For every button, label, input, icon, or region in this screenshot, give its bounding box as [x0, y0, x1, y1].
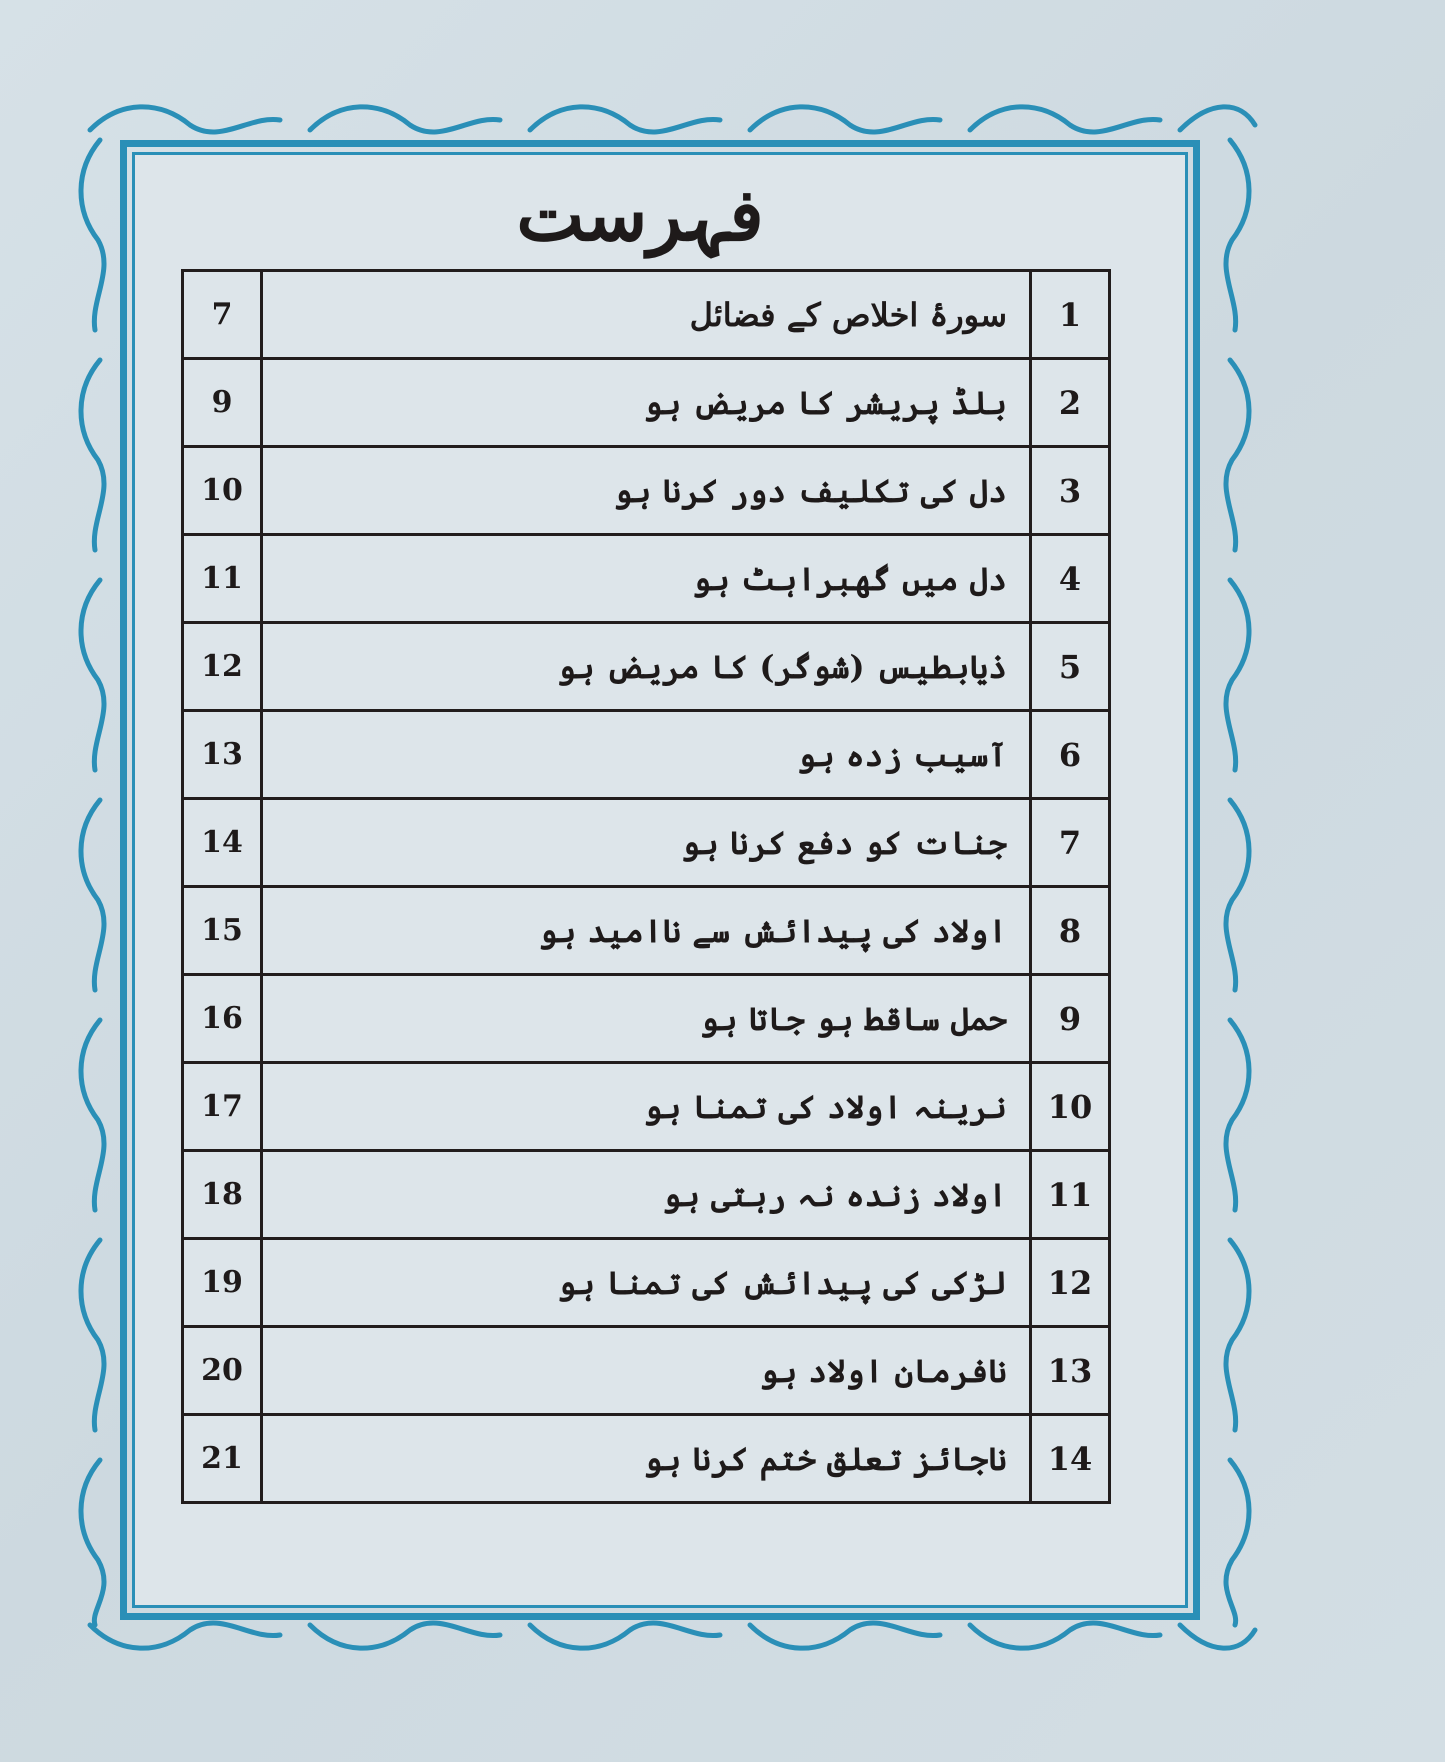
table-row [183, 1415, 1110, 1503]
entry-serial: 13 [1031, 1327, 1110, 1415]
entry-serial: 9 [1031, 975, 1110, 1063]
table-row [183, 1063, 1110, 1151]
page-number: 21 [183, 1415, 262, 1503]
entry-title: دل کی تکلیف دور کرنا ہو [262, 447, 1031, 535]
entry-serial: 6 [1031, 711, 1110, 799]
entry-title: نافرمان اولاد ہو [262, 1327, 1031, 1415]
entry-title: سورۂ اخلاص کے فضائل [262, 271, 1031, 359]
entry-serial: 1 [1031, 271, 1110, 359]
page-number: 15 [183, 887, 262, 975]
table-row [183, 887, 1110, 975]
page-number: 9 [183, 359, 262, 447]
entry-title: آسیب زدہ ہو [262, 711, 1031, 799]
entry-title: اولاد کی پیدائش سے ناامید ہو [262, 887, 1031, 975]
page-number: 20 [183, 1327, 262, 1415]
table-row [183, 623, 1110, 711]
entry-title: نرینہ اولاد کی تمنا ہو [262, 1063, 1031, 1151]
entry-title: حمل ساقط ہو جاتا ہو [262, 975, 1031, 1063]
page-title: فہرست [516, 172, 764, 257]
table-row [183, 1239, 1110, 1327]
entry-serial: 5 [1031, 623, 1110, 711]
page-number: 19 [183, 1239, 262, 1327]
table-row [183, 271, 1110, 359]
table-row [183, 359, 1110, 447]
page-number: 16 [183, 975, 262, 1063]
table-row [183, 1151, 1110, 1239]
page-number: 7 [183, 271, 262, 359]
page-number: 17 [183, 1063, 262, 1151]
page-number: 12 [183, 623, 262, 711]
table-of-contents [181, 269, 1111, 1504]
table-row [183, 535, 1110, 623]
entry-serial: 2 [1031, 359, 1110, 447]
table-row [183, 799, 1110, 887]
page-number: 10 [183, 447, 262, 535]
entry-title: ذیابطیس (شوگر) کا مریض ہو [262, 623, 1031, 711]
page-number: 18 [183, 1151, 262, 1239]
table-row [183, 711, 1110, 799]
entry-title: بلڈ پریشر کا مریض ہو [262, 359, 1031, 447]
entry-serial: 12 [1031, 1239, 1110, 1327]
page-number: 14 [183, 799, 262, 887]
entry-serial: 3 [1031, 447, 1110, 535]
table-row [183, 447, 1110, 535]
entry-title: جنات کو دفع کرنا ہو [262, 799, 1031, 887]
page-number: 13 [183, 711, 262, 799]
entry-serial: 10 [1031, 1063, 1110, 1151]
table-row [183, 1327, 1110, 1415]
entry-serial: 14 [1031, 1415, 1110, 1503]
entry-serial: 7 [1031, 799, 1110, 887]
entry-serial: 4 [1031, 535, 1110, 623]
entry-title: دل میں گھبراہٹ ہو [262, 535, 1031, 623]
entry-serial: 11 [1031, 1151, 1110, 1239]
entry-serial: 8 [1031, 887, 1110, 975]
table-row [183, 975, 1110, 1063]
entry-title: اولاد زندہ نہ رہتی ہو [262, 1151, 1031, 1239]
entry-title: ناجائز تعلق ختم کرنا ہو [262, 1415, 1031, 1503]
page-number: 11 [183, 535, 262, 623]
entry-title: لڑکی کی پیدائش کی تمنا ہو [262, 1239, 1031, 1327]
